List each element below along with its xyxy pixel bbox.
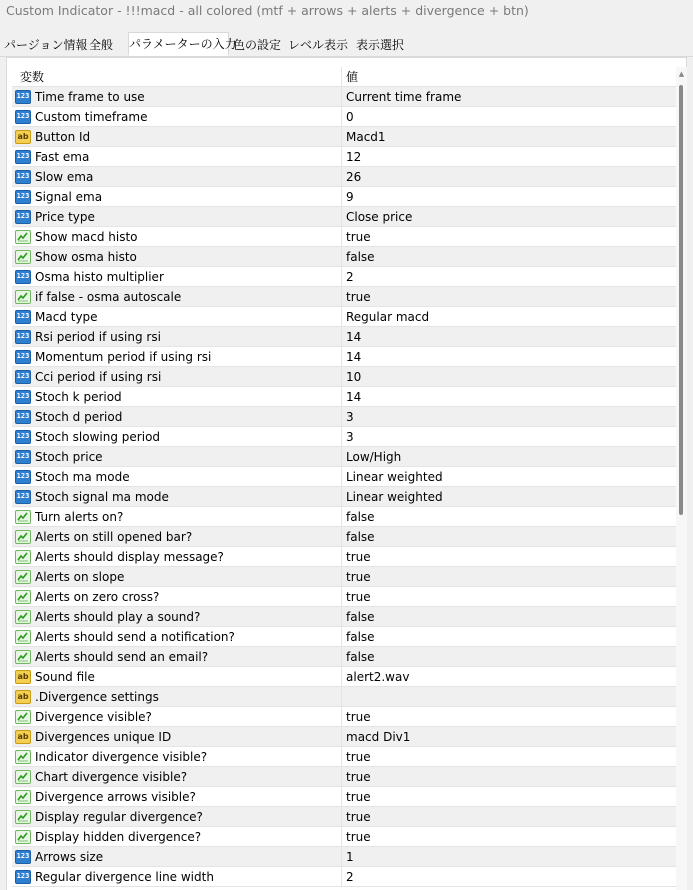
parameter-row[interactable] <box>12 467 676 487</box>
value-column-header[interactable]: 値 <box>346 70 359 84</box>
parameter-name: if false - osma autoscale <box>35 289 182 304</box>
parameter-name: Custom timeframe <box>35 109 148 124</box>
parameter-name: Osma histo multiplier <box>35 269 164 284</box>
parameter-name-cell <box>12 167 342 186</box>
integer-type-icon: 123 <box>15 170 31 184</box>
parameter-name-cell <box>12 567 342 586</box>
parameter-row[interactable] <box>12 387 676 407</box>
string-type-icon: ab <box>15 130 31 144</box>
parameter-row[interactable] <box>12 227 676 247</box>
parameter-name-cell <box>12 87 342 106</box>
tab-bar <box>0 34 693 57</box>
parameter-name-cell <box>12 407 342 426</box>
parameter-value[interactable]: false <box>346 529 375 544</box>
parameter-name: Time frame to use <box>35 89 145 104</box>
parameter-name: Divergence visible? <box>35 709 152 724</box>
boolean-type-icon <box>15 290 31 304</box>
parameter-name: Alerts on slope <box>35 569 125 584</box>
parameter-name-cell <box>12 727 342 746</box>
parameter-name: Alerts on still opened bar? <box>35 529 193 544</box>
parameter-name: Show macd histo <box>35 229 138 244</box>
parameter-row[interactable] <box>12 787 676 807</box>
parameter-row[interactable] <box>12 447 676 467</box>
parameter-row[interactable] <box>12 547 676 567</box>
parameter-name-cell <box>12 607 342 626</box>
parameter-value[interactable]: macd Div1 <box>346 729 411 744</box>
integer-type-icon: 123 <box>15 310 31 324</box>
parameter-name: Signal ema <box>35 189 103 204</box>
parameter-row[interactable] <box>12 647 676 667</box>
parameter-value[interactable]: Current time frame <box>346 89 462 104</box>
parameter-name: Stoch d period <box>35 409 123 424</box>
parameter-name: Divergences unique ID <box>35 729 172 744</box>
parameter-name: Indicator divergence visible? <box>35 749 208 764</box>
parameter-row[interactable] <box>12 87 676 107</box>
integer-type-icon: 123 <box>15 350 31 364</box>
grid-rows <box>12 87 676 887</box>
parameter-name-cell <box>12 587 342 606</box>
parameter-name-cell <box>12 627 342 646</box>
integer-type-icon: 123 <box>15 150 31 164</box>
parameter-name: Fast ema <box>35 149 90 164</box>
boolean-type-icon <box>15 770 31 784</box>
parameter-name-cell <box>12 227 342 246</box>
parameter-name: .Divergence settings <box>35 689 159 704</box>
parameter-row[interactable] <box>12 867 676 887</box>
parameter-row[interactable] <box>12 207 676 227</box>
parameter-name-cell <box>12 427 342 446</box>
parameter-row[interactable] <box>12 307 676 327</box>
boolean-type-icon <box>15 810 31 824</box>
parameter-name-cell <box>12 307 342 326</box>
boolean-type-icon <box>15 650 31 664</box>
parameter-name: Button Id <box>35 129 91 144</box>
parameter-name: Alerts should play a sound? <box>35 609 201 624</box>
parameter-name-cell <box>12 247 342 266</box>
parameter-name-cell <box>12 327 342 346</box>
parameter-name-cell <box>12 807 342 826</box>
parameter-row[interactable] <box>12 507 676 527</box>
parameter-value[interactable]: true <box>346 289 371 304</box>
string-type-icon: ab <box>15 670 31 684</box>
grid-header <box>12 67 676 87</box>
parameter-row[interactable] <box>12 247 676 267</box>
window-title: Custom Indicator - !!!macd - all colored (mtf + arrows + alerts + divergence + btn) <box>0 0 693 26</box>
parameter-value[interactable]: 9 <box>346 189 354 204</box>
parameter-row[interactable] <box>12 567 676 587</box>
parameter-name-cell <box>12 387 342 406</box>
parameter-name-cell <box>12 667 342 686</box>
parameter-value[interactable]: 14 <box>346 389 362 404</box>
parameter-value[interactable]: 2 <box>346 269 354 284</box>
integer-type-icon: 123 <box>15 110 31 124</box>
integer-type-icon: 123 <box>15 330 31 344</box>
boolean-type-icon <box>15 550 31 564</box>
parameter-value[interactable]: 1 <box>346 849 354 864</box>
parameter-name-cell <box>12 747 342 766</box>
parameter-value[interactable]: false <box>346 609 375 624</box>
integer-type-icon: 123 <box>15 850 31 864</box>
parameter-value[interactable]: false <box>346 649 375 664</box>
parameter-name-cell <box>12 547 342 566</box>
parameter-row[interactable] <box>12 267 676 287</box>
tab-input-parameters[interactable]: パラメーターの入力 <box>128 32 229 56</box>
parameter-row[interactable] <box>12 347 676 367</box>
parameter-row[interactable] <box>12 107 676 127</box>
parameter-value[interactable]: 12 <box>346 149 362 164</box>
parameter-name-cell <box>12 187 342 206</box>
integer-type-icon: 123 <box>15 270 31 284</box>
parameter-name: Slow ema <box>35 169 94 184</box>
parameter-value[interactable]: 14 <box>346 329 362 344</box>
integer-type-icon: 123 <box>15 490 31 504</box>
tab-colors[interactable]: 色の設定 <box>232 38 281 52</box>
parameter-name-cell <box>12 107 342 126</box>
string-type-icon: ab <box>15 730 31 744</box>
parameter-row[interactable] <box>12 287 676 307</box>
parameter-row[interactable] <box>12 707 676 727</box>
parameter-row[interactable] <box>12 687 676 707</box>
parameter-value[interactable]: true <box>346 569 371 584</box>
parameter-name: Stoch price <box>35 449 103 464</box>
parameter-row[interactable] <box>12 607 676 627</box>
boolean-type-icon <box>15 790 31 804</box>
parameter-row[interactable] <box>12 487 676 507</box>
parameter-name: Stoch slowing period <box>35 429 161 444</box>
parameter-row[interactable] <box>12 187 676 207</box>
parameter-row[interactable] <box>12 367 676 387</box>
parameter-name: Display regular divergence? <box>35 809 203 824</box>
parameter-name-cell <box>12 127 342 146</box>
parameter-value[interactable]: Macd1 <box>346 129 386 144</box>
parameter-row[interactable] <box>12 407 676 427</box>
parameter-name-cell <box>12 467 342 486</box>
parameter-name-cell <box>12 347 342 366</box>
parameter-name-cell <box>12 507 342 526</box>
parameter-row[interactable] <box>12 827 676 847</box>
parameter-name: Alerts should display message? <box>35 549 224 564</box>
integer-type-icon: 123 <box>15 390 31 404</box>
integer-type-icon: 123 <box>15 450 31 464</box>
parameter-name: Stoch k period <box>35 389 122 404</box>
variable-column-header[interactable]: 変数 <box>12 67 342 86</box>
parameter-name-cell <box>12 847 342 866</box>
parameter-name: Alerts on zero cross? <box>35 589 160 604</box>
scroll-thumb[interactable] <box>679 85 683 515</box>
parameter-value[interactable]: Low/High <box>346 449 402 464</box>
string-type-icon: ab <box>15 690 31 704</box>
parameter-name-cell <box>12 827 342 846</box>
boolean-type-icon <box>15 570 31 584</box>
parameter-row[interactable] <box>12 587 676 607</box>
parameter-row[interactable] <box>12 847 676 867</box>
parameter-row[interactable] <box>12 747 676 767</box>
parameter-value[interactable]: 2 <box>346 869 354 884</box>
integer-type-icon: 123 <box>15 190 31 204</box>
parameter-value[interactable]: 10 <box>346 369 362 384</box>
parameter-name: Regular divergence line width <box>35 869 214 884</box>
parameter-row[interactable] <box>12 767 676 787</box>
parameter-value[interactable]: true <box>346 229 371 244</box>
parameter-value[interactable]: Close price <box>346 209 413 224</box>
parameter-name-cell <box>12 687 342 706</box>
parameter-name-cell <box>12 267 342 286</box>
parameter-value[interactable]: 0 <box>346 109 354 124</box>
integer-type-icon: 123 <box>15 210 31 224</box>
scroll-up-arrow-icon[interactable]: ▲ <box>678 70 685 78</box>
parameter-row[interactable] <box>12 727 676 747</box>
parameter-value[interactable]: true <box>346 549 371 564</box>
parameter-row[interactable] <box>12 127 676 147</box>
boolean-type-icon <box>15 750 31 764</box>
parameter-name-cell <box>12 367 342 386</box>
parameter-row[interactable] <box>12 167 676 187</box>
parameter-row[interactable] <box>12 327 676 347</box>
parameter-name: Macd type <box>35 309 98 324</box>
parameter-name: Divergence arrows visible? <box>35 789 196 804</box>
parameter-name-cell <box>12 207 342 226</box>
parameter-name: Price type <box>35 209 95 224</box>
parameter-name-cell <box>12 707 342 726</box>
parameter-name-cell <box>12 527 342 546</box>
boolean-type-icon <box>15 610 31 624</box>
parameter-value[interactable]: false <box>346 249 375 264</box>
parameter-value[interactable]: Linear weighted <box>346 469 443 484</box>
tab-levels[interactable]: レベル表示 <box>287 38 348 52</box>
tab-visualization[interactable]: 表示選択 <box>355 38 404 52</box>
parameter-value[interactable]: true <box>346 769 371 784</box>
tab-version-info[interactable]: パージョン情報 <box>4 38 88 52</box>
parameter-value[interactable]: 3 <box>346 429 354 444</box>
integer-type-icon: 123 <box>15 470 31 484</box>
parameter-name-cell <box>12 767 342 786</box>
parameter-value[interactable]: 26 <box>346 169 362 184</box>
parameter-row[interactable] <box>12 627 676 647</box>
boolean-type-icon <box>15 630 31 644</box>
boolean-type-icon <box>15 830 31 844</box>
integer-type-icon: 123 <box>15 370 31 384</box>
parameter-row[interactable] <box>12 427 676 447</box>
parameter-name-cell <box>12 787 342 806</box>
boolean-type-icon <box>15 590 31 604</box>
parameter-name: Alerts should send an email? <box>35 649 209 664</box>
parameter-name: Stoch ma mode <box>35 469 130 484</box>
parameter-name: Chart divergence visible? <box>35 769 188 784</box>
integer-type-icon: 123 <box>15 410 31 424</box>
boolean-type-icon <box>15 230 31 244</box>
parameter-name: Cci period if using rsi <box>35 369 162 384</box>
parameter-value[interactable]: false <box>346 509 375 524</box>
tab-general[interactable]: 全般 <box>88 38 113 52</box>
integer-type-icon: 123 <box>15 430 31 444</box>
parameter-value[interactable]: true <box>346 749 371 764</box>
parameter-name: Alerts should send a notification? <box>35 629 235 644</box>
parameter-name: Sound file <box>35 669 95 684</box>
parameter-value[interactable]: alert2.wav <box>346 669 410 684</box>
parameter-name: Stoch signal ma mode <box>35 489 169 504</box>
parameter-value[interactable]: Linear weighted <box>346 489 443 504</box>
parameter-name-cell <box>12 867 342 886</box>
boolean-type-icon <box>15 510 31 524</box>
parameter-name: Arrows size <box>35 849 104 864</box>
parameter-name-cell <box>12 487 342 506</box>
parameter-name-cell <box>12 447 342 466</box>
parameter-value[interactable]: true <box>346 809 371 824</box>
parameter-name: Momentum period if using rsi <box>35 349 212 364</box>
parameter-name: Display hidden divergence? <box>35 829 202 844</box>
parameter-name-cell <box>12 647 342 666</box>
integer-type-icon: 123 <box>15 870 31 884</box>
parameter-name: Turn alerts on? <box>35 509 124 524</box>
parameter-value[interactable]: true <box>346 589 371 604</box>
parameter-value[interactable]: true <box>346 829 371 844</box>
parameter-value[interactable]: Regular macd <box>346 309 430 324</box>
vertical-scrollbar[interactable] <box>676 67 687 890</box>
parameter-row[interactable] <box>12 807 676 827</box>
parameter-row[interactable] <box>12 527 676 547</box>
integer-type-icon: 123 <box>15 90 31 104</box>
parameter-value[interactable]: true <box>346 709 371 724</box>
boolean-type-icon <box>15 250 31 264</box>
parameter-name: Rsi period if using rsi <box>35 329 161 344</box>
parameter-value[interactable]: true <box>346 789 371 804</box>
parameter-value[interactable]: false <box>346 629 375 644</box>
parameters-grid <box>12 67 676 890</box>
parameter-name-cell <box>12 147 342 166</box>
parameter-name-cell <box>12 287 342 306</box>
parameter-row[interactable] <box>12 667 676 687</box>
boolean-type-icon <box>15 710 31 724</box>
parameter-name: Show osma histo <box>35 249 137 264</box>
parameter-row[interactable] <box>12 147 676 167</box>
boolean-type-icon <box>15 530 31 544</box>
parameter-value[interactable]: 3 <box>346 409 354 424</box>
parameter-value[interactable]: 14 <box>346 349 362 364</box>
